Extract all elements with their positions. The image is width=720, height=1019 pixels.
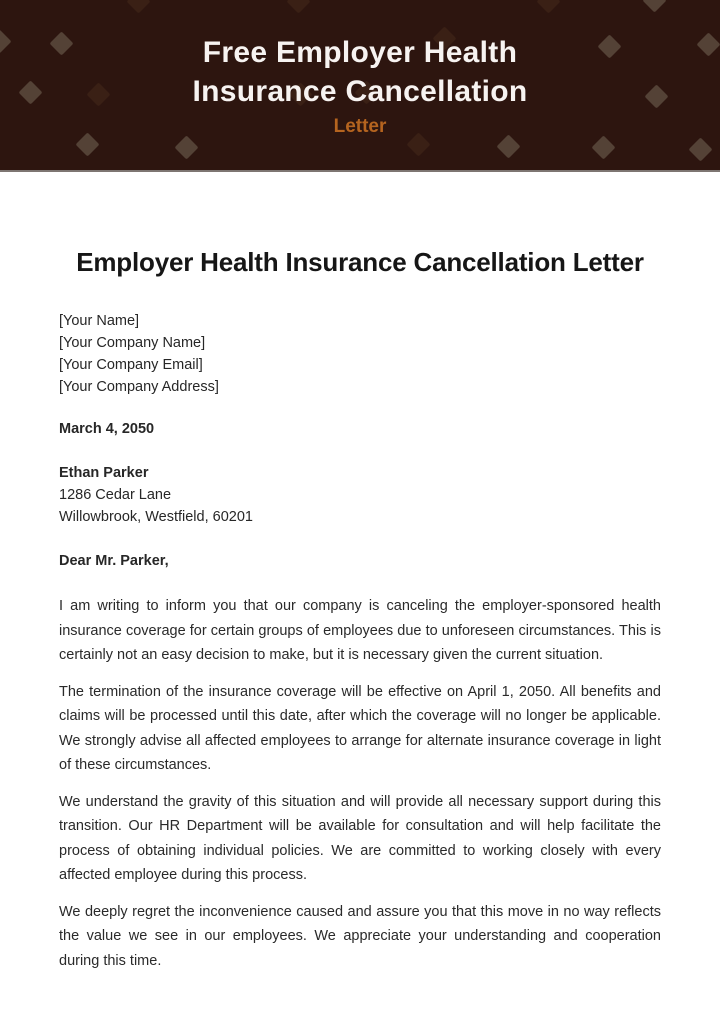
diamond-icon bbox=[591, 135, 615, 159]
sender-block bbox=[59, 310, 661, 398]
banner-subtitle: Letter bbox=[333, 116, 387, 137]
body-paragraph-4: We deeply regret the inconvenience caused and assure you that this move in no way reflects the value we see in our employees. We appreciate your understanding and cooperation during this time. bbox=[59, 903, 661, 969]
banner-title-line2: Insurance Cancellation bbox=[192, 75, 528, 108]
letter-document bbox=[0, 244, 720, 973]
body-paragraph-1: I am writing to inform you that our company is canceling the employer-sponsored health insurance coverage for certain groups of employees due to unforeseen circumstances. This is certainly not an easy decision to make, but it is necessary given the current situation. bbox=[59, 598, 661, 663]
salutation: Dear Mr. Parker, bbox=[59, 553, 169, 569]
banner-title-line1: Free Employer Health bbox=[202, 36, 518, 69]
letter-title: Employer Health Insurance Cancellation Letter bbox=[76, 247, 644, 277]
recipient-name: Ethan Parker bbox=[59, 465, 149, 481]
recipient-address-line: Willowbrook, Westfield, 60201 bbox=[59, 509, 253, 525]
sender-name-placeholder: [Your Name] bbox=[59, 313, 140, 329]
diamond-icon bbox=[688, 137, 712, 161]
sender-company-email-placeholder: [Your Company Email] bbox=[59, 357, 203, 373]
banner bbox=[0, 0, 720, 172]
body-paragraph-2: The termination of the insurance coverage will be effective on April 1, 2050. All benefits and claims will be processed until this date, after which the coverage will no longer be applicable. We strongly advise all affected employees to arrange for alternate insurance coverage in light of these circumstances. bbox=[59, 683, 661, 773]
recipient-block bbox=[59, 462, 661, 528]
diamond-icon bbox=[496, 134, 520, 158]
letter-date: March 4, 2050 bbox=[59, 421, 155, 437]
diamond-icon bbox=[174, 135, 198, 159]
sender-company-address-placeholder: [Your Company Address] bbox=[59, 379, 219, 395]
banner-title bbox=[0, 0, 720, 111]
recipient-address-line: 1286 Cedar Lane bbox=[59, 487, 172, 503]
sender-company-name-placeholder: [Your Company Name] bbox=[59, 335, 206, 351]
body-paragraph-3: We understand the gravity of this situation and will provide all necessary support during this transition. Our HR Department will be available for consultation and will help facilitate the process of obtaining individual policies. We are committed to working closely with every affected employee during this process. bbox=[59, 793, 661, 883]
banner-text bbox=[0, 0, 720, 138]
